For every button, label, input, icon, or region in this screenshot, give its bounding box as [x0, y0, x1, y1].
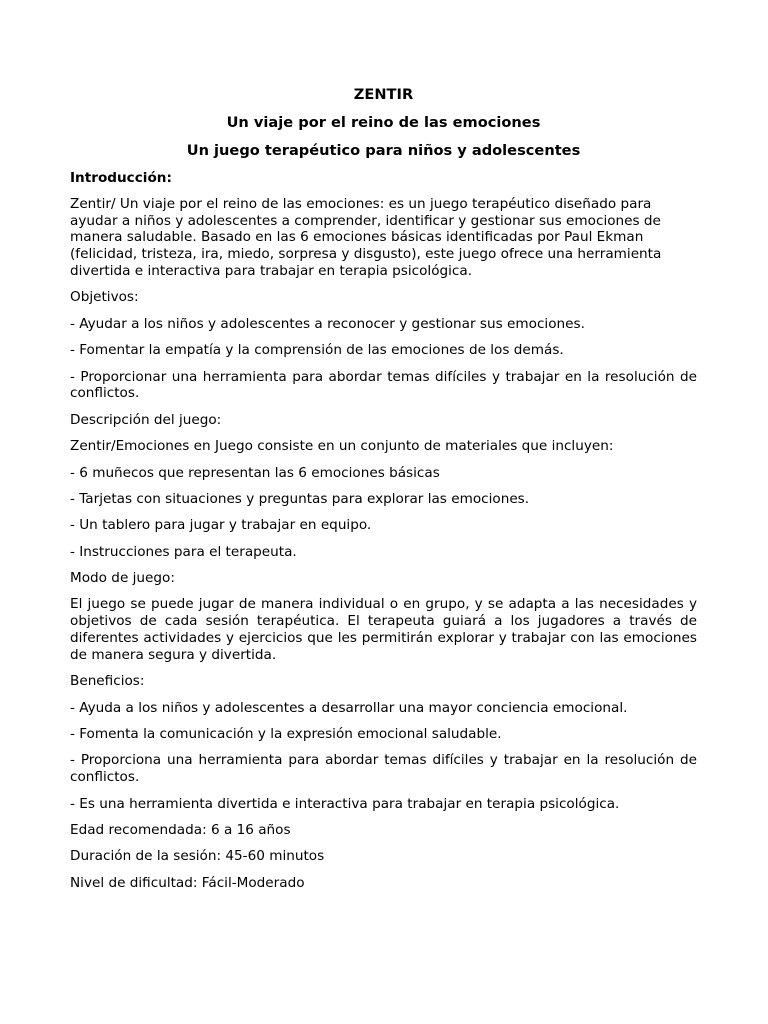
material-item: - 6 muñecos que representan las 6 emociones básicas	[70, 464, 440, 481]
intro-paragraph: Zentir/ Un viaje por el reino de las emociones: es un juego terapéutico diseñado para ayudar a niños y adolescentes a comprender, identificar y gestionar sus emociones de manera saludable. Basado en las 6 emociones básicas identificadas por Paul Ekman (felicidad, tristeza, ira, miedo, sorpresa y disgusto), este juego ofrece una herramienta divertida e interactiva para trabajar en terapia psicológica.	[70, 195, 662, 279]
intro-heading: Introducción:	[70, 170, 172, 186]
material-item: - Instrucciones para el terapeuta.	[70, 543, 297, 560]
mode-paragraph: El juego se puede jugar de manera individual o en grupo, y se adapta a las necesidades y objetivos de cada sesión terapéutica. El terapeuta guiará a los jugadores a través de diferentes actividades y ejercicios que les permitirán explorar y trabajar con las emociones de manera segura y divertida.	[70, 596, 697, 663]
objective-item: - Ayudar a los niños y adolescentes a reconocer y gestionar sus emociones.	[70, 315, 585, 332]
document-subtitle-1: Un viaje por el reino de las emociones	[226, 114, 541, 131]
benefit-item: - Ayuda a los niños y adolescentes a desarrollar una mayor conciencia emocional.	[70, 699, 628, 716]
objectives-heading: Objetivos:	[70, 289, 139, 306]
objective-item: - Proporcionar una herramienta para abordar temas difíciles y trabajar en la resolución de conflictos.	[70, 368, 697, 402]
document-title: ZENTIR	[353, 86, 414, 103]
document-page	[70, 86, 697, 901]
description-heading: Descripción del juego:	[70, 411, 222, 428]
session-duration: Duración de la sesión: 45-60 minutos	[70, 848, 325, 865]
description-intro: Zentir/Emociones en Juego consiste en un conjunto de materiales que incluyen:	[70, 438, 614, 455]
benefit-item: - Fomenta la comunicación y la expresión emocional saludable.	[70, 726, 502, 743]
objective-item: - Fomentar la empatía y la comprensión de las emociones de los demás.	[70, 342, 564, 359]
benefit-item: - Es una herramienta divertida e interactiva para trabajar en terapia psicológica.	[70, 795, 620, 812]
material-item: - Un tablero para jugar y trabajar en equipo.	[70, 517, 372, 534]
material-item: - Tarjetas con situaciones y preguntas para explorar las emociones.	[70, 490, 530, 507]
benefit-item: - Proporciona una herramienta para abordar temas difíciles y trabajar en la resolución de conflictos.	[70, 752, 697, 786]
recommended-age: Edad recomendada: 6 a 16 años	[70, 822, 291, 838]
benefits-heading: Beneficios:	[70, 673, 145, 690]
document-subtitle-2: Un juego terapéutico para niños y adolescentes	[186, 142, 581, 159]
mode-heading: Modo de juego:	[70, 570, 175, 587]
difficulty-level: Nivel de dificultad: Fácil-Moderado	[70, 874, 305, 891]
